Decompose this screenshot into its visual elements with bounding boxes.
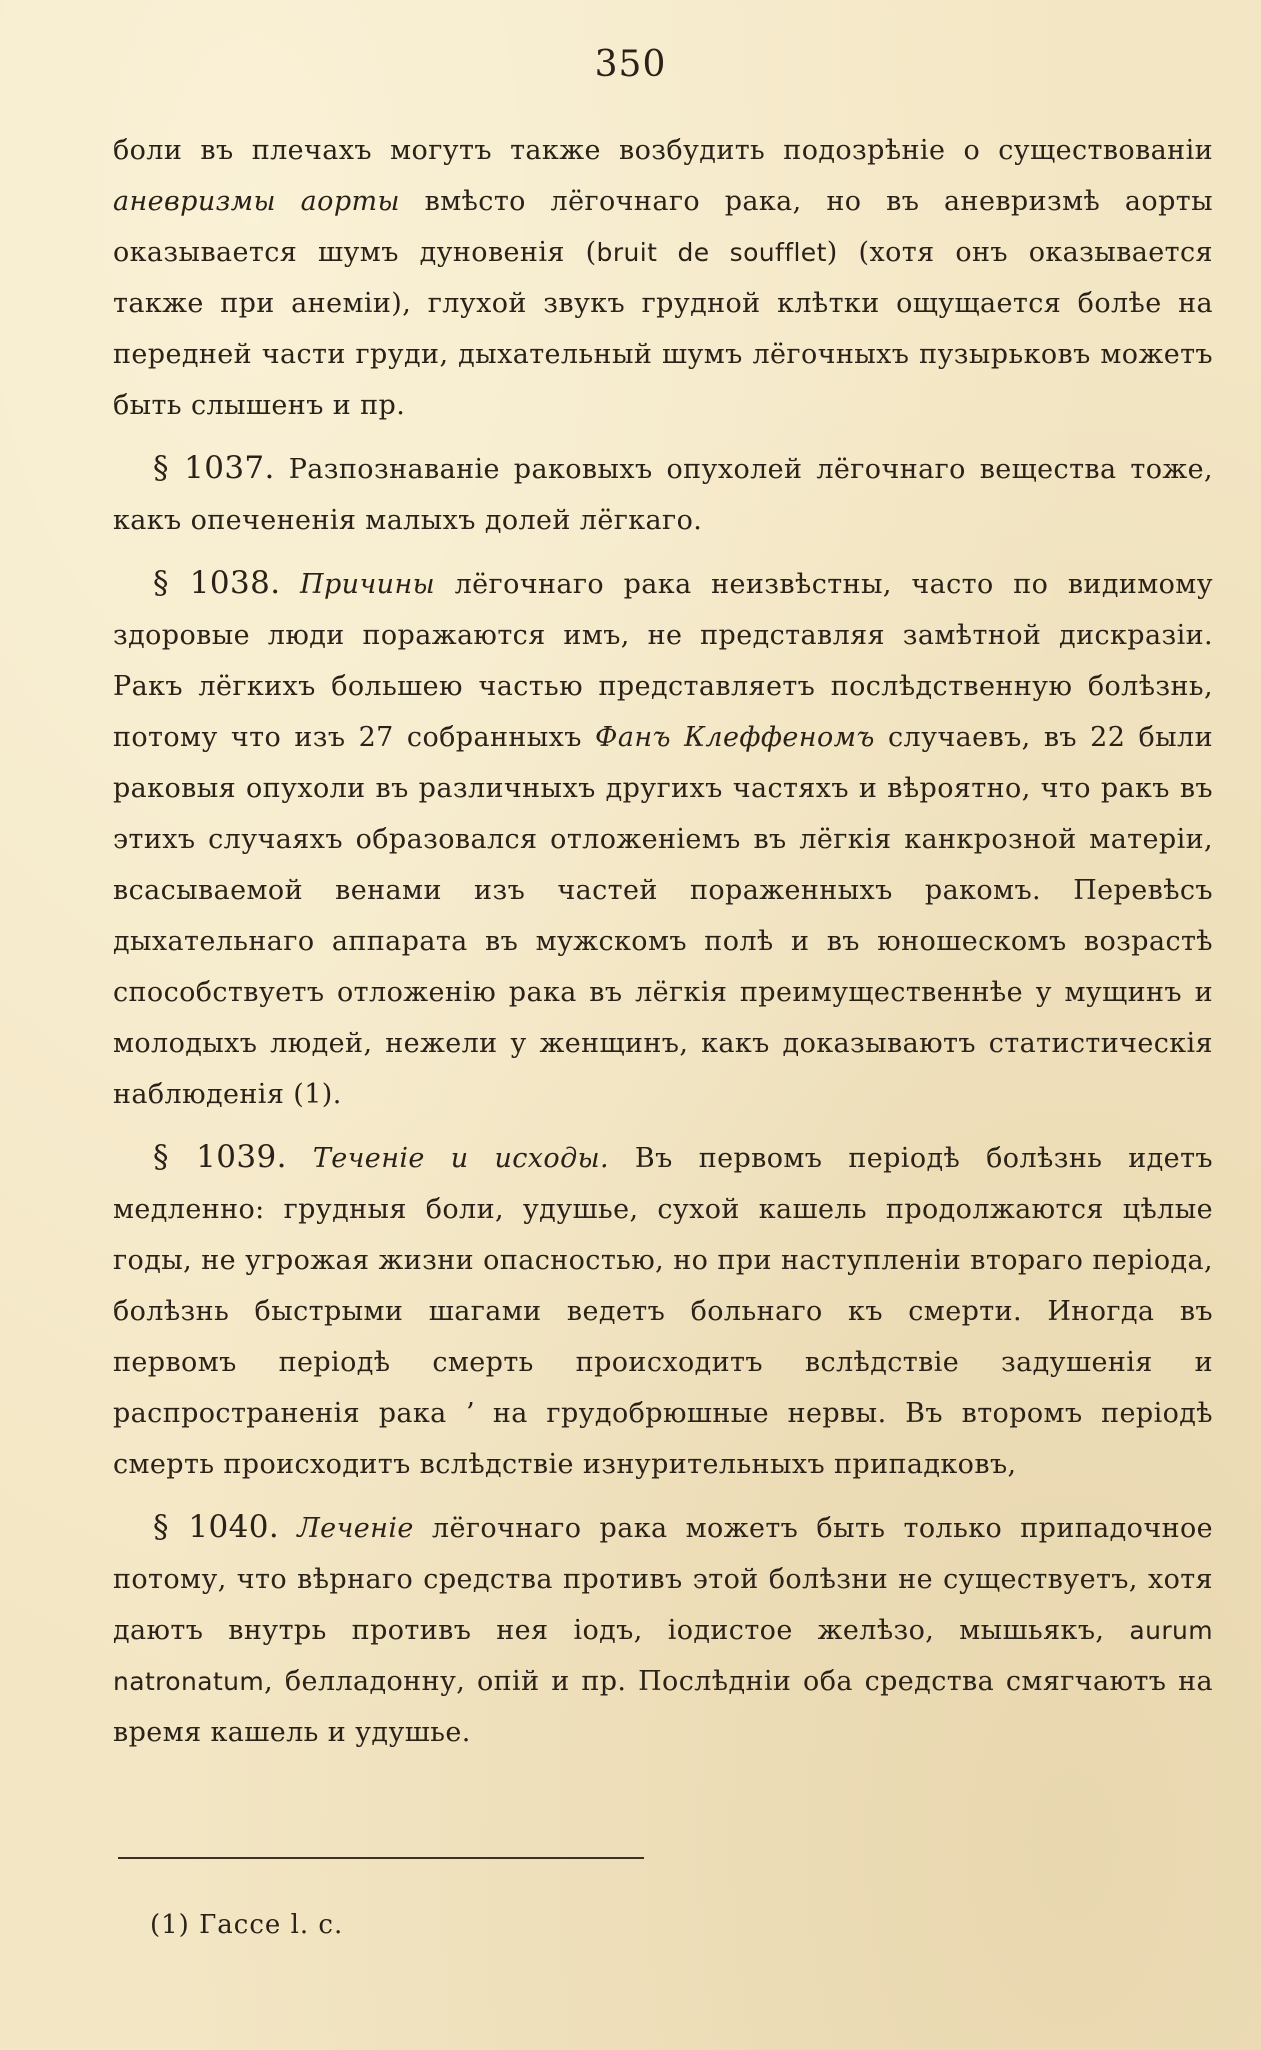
- text-run: случаевъ, въ 22 были раковыя опухоли въ различныхъ другихъ частяхъ и вѣроятно, что ракъ въ этихъ случаяхъ образовался отложеніемъ въ лёгкія канкрозной матеріи, всасываемой венами изъ частей пораженныхъ ракомъ. Перевѣсъ дыхательнаго аппарата въ мужскомъ полѣ и въ юношескомъ возрастѣ способствуетъ отложенію рака въ лёгкія преимущественнѣе у мущинъ и молодыхъ людей, нежели у женщинъ, какъ доказываютъ статистическія наблюденія (1).: [113, 722, 1214, 1110]
- text-run: лёгочнаго рака можетъ быть только припадочное потому, что вѣрнаго средства противъ этой болѣзни не существуетъ, хотя даютъ внутрь противъ нея іодъ, іодистое желѣзо, мышьякъ,: [113, 1513, 1214, 1646]
- emphasis-name: Фанъ Клеффеномъ: [595, 722, 875, 753]
- paragraph-1040: [113, 1502, 1213, 1758]
- section-number: § 1037.: [153, 450, 275, 486]
- text-run: вмѣсто лёгочнаго рака, но въ аневризмѣ аорты оказывается шумъ дуновенія (: [113, 186, 1213, 268]
- latin-term: aurum natronatum: [113, 1616, 1213, 1696]
- text-run: ) (хотя онъ оказывается также при анеміи), глухой звукъ грудной клѣтки ощущается болѣе на передней части груди, дыхательный шумъ лёгочныхъ пузырьковъ можетъ быть слышенъ и пр.: [113, 237, 1213, 421]
- emphasis-heading: Теченіе и исходы.: [286, 1143, 609, 1174]
- emphasis-term: аневризмы аорты: [113, 186, 400, 217]
- footnote-divider: [118, 1857, 644, 1859]
- paragraph-continuation: [113, 125, 1213, 431]
- page-number: 350: [594, 44, 667, 85]
- section-number: § 1040.: [153, 1509, 280, 1545]
- paragraph-1039: [113, 1132, 1213, 1490]
- paragraph-1037: [113, 443, 1213, 546]
- section-number: § 1038.: [153, 565, 281, 601]
- text-run: лёгочнаго рака неизвѣстны, часто по видимому здоровые люди поражаются имъ, не представляя замѣтной дискразіи. Ракъ лёгкихъ большею частью представляетъ послѣдственную болѣзнь, потому что изъ 27 собранныхъ: [113, 569, 1213, 753]
- section-number: § 1039.: [153, 1139, 287, 1175]
- text-run: Въ первомъ періодѣ болѣзнь идетъ медленно: грудныя боли, удушье, сухой кашель продолжаются цѣлые годы, не угрожая жизни опасностью, но при наступленіи втораго періода, болѣзнь быстрыми шагами ведетъ больнаго къ смерти. Иногда въ первомъ періодѣ смерть происходитъ вслѣдствіе задушенія и распространенія рака ʼ на грудобрюшные нервы. Въ второмъ періодѣ смерть происходитъ вслѣдствіе изнурительныхъ припадковъ,: [113, 1143, 1213, 1480]
- text-run: боли въ плечахъ могутъ также возбудить подозрѣніе о существованіи: [113, 135, 1213, 166]
- text-run: Разпознаваніе раковыхъ опухолей лёгочнаго вещества тоже, какъ опечененія малыхъ долей лёгкаго.: [113, 454, 1214, 536]
- emphasis-heading: Леченіе: [279, 1513, 414, 1544]
- emphasis-heading: Причины: [280, 569, 436, 600]
- paragraph-1038: [113, 558, 1213, 1120]
- latin-term: bruit de soufflet: [596, 238, 827, 267]
- footnote: (1) Гассе l. c.: [150, 1910, 344, 1940]
- text-run: , белладонну, опій и пр. Послѣдніи оба средства смягчаютъ на время кашель и удушье.: [113, 1666, 1213, 1748]
- main-text: [113, 125, 1213, 1758]
